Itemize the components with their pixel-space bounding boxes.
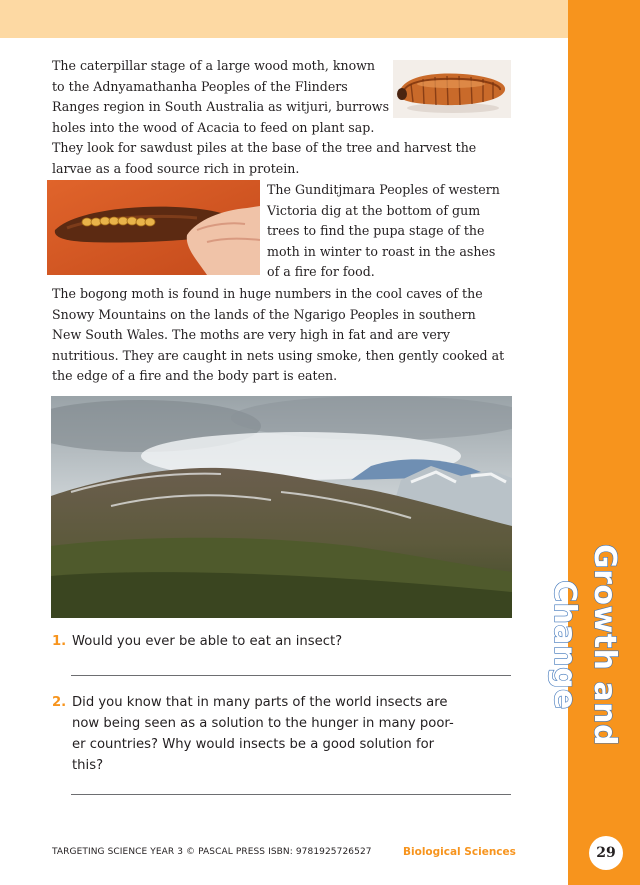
text-line: They look for sawdust piles at the base of the tree and harvest the	[52, 140, 477, 155]
pupae-on-bark-image	[47, 180, 260, 275]
text-line: moth in winter to roast in the ashes	[267, 243, 496, 259]
paragraph-gunditjmara	[267, 180, 512, 283]
paragraph-witjuri	[52, 56, 397, 138]
wood-moth-larva-image	[393, 60, 511, 118]
footer-publication-info: TARGETING SCIENCE YEAR 3 © PASCAL PRESS ISBN: 9781925726527	[52, 847, 372, 857]
paragraph-bogong-moth	[52, 284, 514, 387]
snowy-mountains-image	[51, 396, 512, 618]
text-line: Snowy Mountains on the lands of the Ngarigo Peoples in southern	[52, 306, 476, 322]
text-line: trees to find the pupa stage of the	[267, 223, 485, 238]
text-line: the edge of a fire and the body part is eaten.	[52, 368, 338, 383]
text-line: this?	[72, 758, 104, 773]
text-line: larvae as a food source rich in protein.	[52, 160, 300, 176]
question-number: 2.	[52, 695, 67, 710]
text-line: Would you ever be able to eat an insect?	[72, 634, 343, 649]
text-line: nutritious. They are caught in nets using smoke, then gently cooked at	[52, 347, 505, 363]
text-line: The caterpillar stage of a large wood moth, known	[52, 58, 376, 73]
paragraph-witjuri-continued	[52, 138, 512, 179]
page-number: 29	[589, 836, 623, 870]
question-2	[52, 692, 514, 782]
text-line: Did you know that in many parts of the world insects are	[72, 695, 448, 710]
question-number: 1.	[52, 634, 67, 649]
text-line: The Gunditjmara Peoples of western	[267, 182, 500, 197]
text-line: Victoria dig at the bottom of gum	[267, 202, 481, 218]
question-text	[72, 692, 514, 776]
question-text	[72, 631, 342, 652]
question-1	[52, 631, 514, 653]
answer-line-2[interactable]	[71, 794, 511, 795]
text-line: The bogong moth is found in huge numbers in the cool caves of the	[52, 286, 483, 301]
text-line: of a fire for food.	[267, 264, 375, 279]
text-line: holes into the wood of Acacia to feed on plant sap.	[52, 119, 375, 135]
top-header-band	[0, 0, 568, 38]
side-tab-title: Growth and Change	[547, 544, 622, 746]
text-line: Ranges region in South Australia as witjuri, burrows	[52, 99, 390, 114]
text-line: New South Wales. The moths are very high in fat and are very	[52, 327, 450, 342]
text-line: to the Adnyamathanha Peoples of the Flinders	[52, 78, 348, 94]
text-line: now being seen as a solution to the hunger in many poor-	[72, 716, 454, 731]
footer-section-name: Biological Sciences	[403, 846, 516, 858]
answer-line-1[interactable]	[71, 675, 511, 676]
text-line: er countries? Why would insects be a good solution for	[72, 737, 435, 752]
